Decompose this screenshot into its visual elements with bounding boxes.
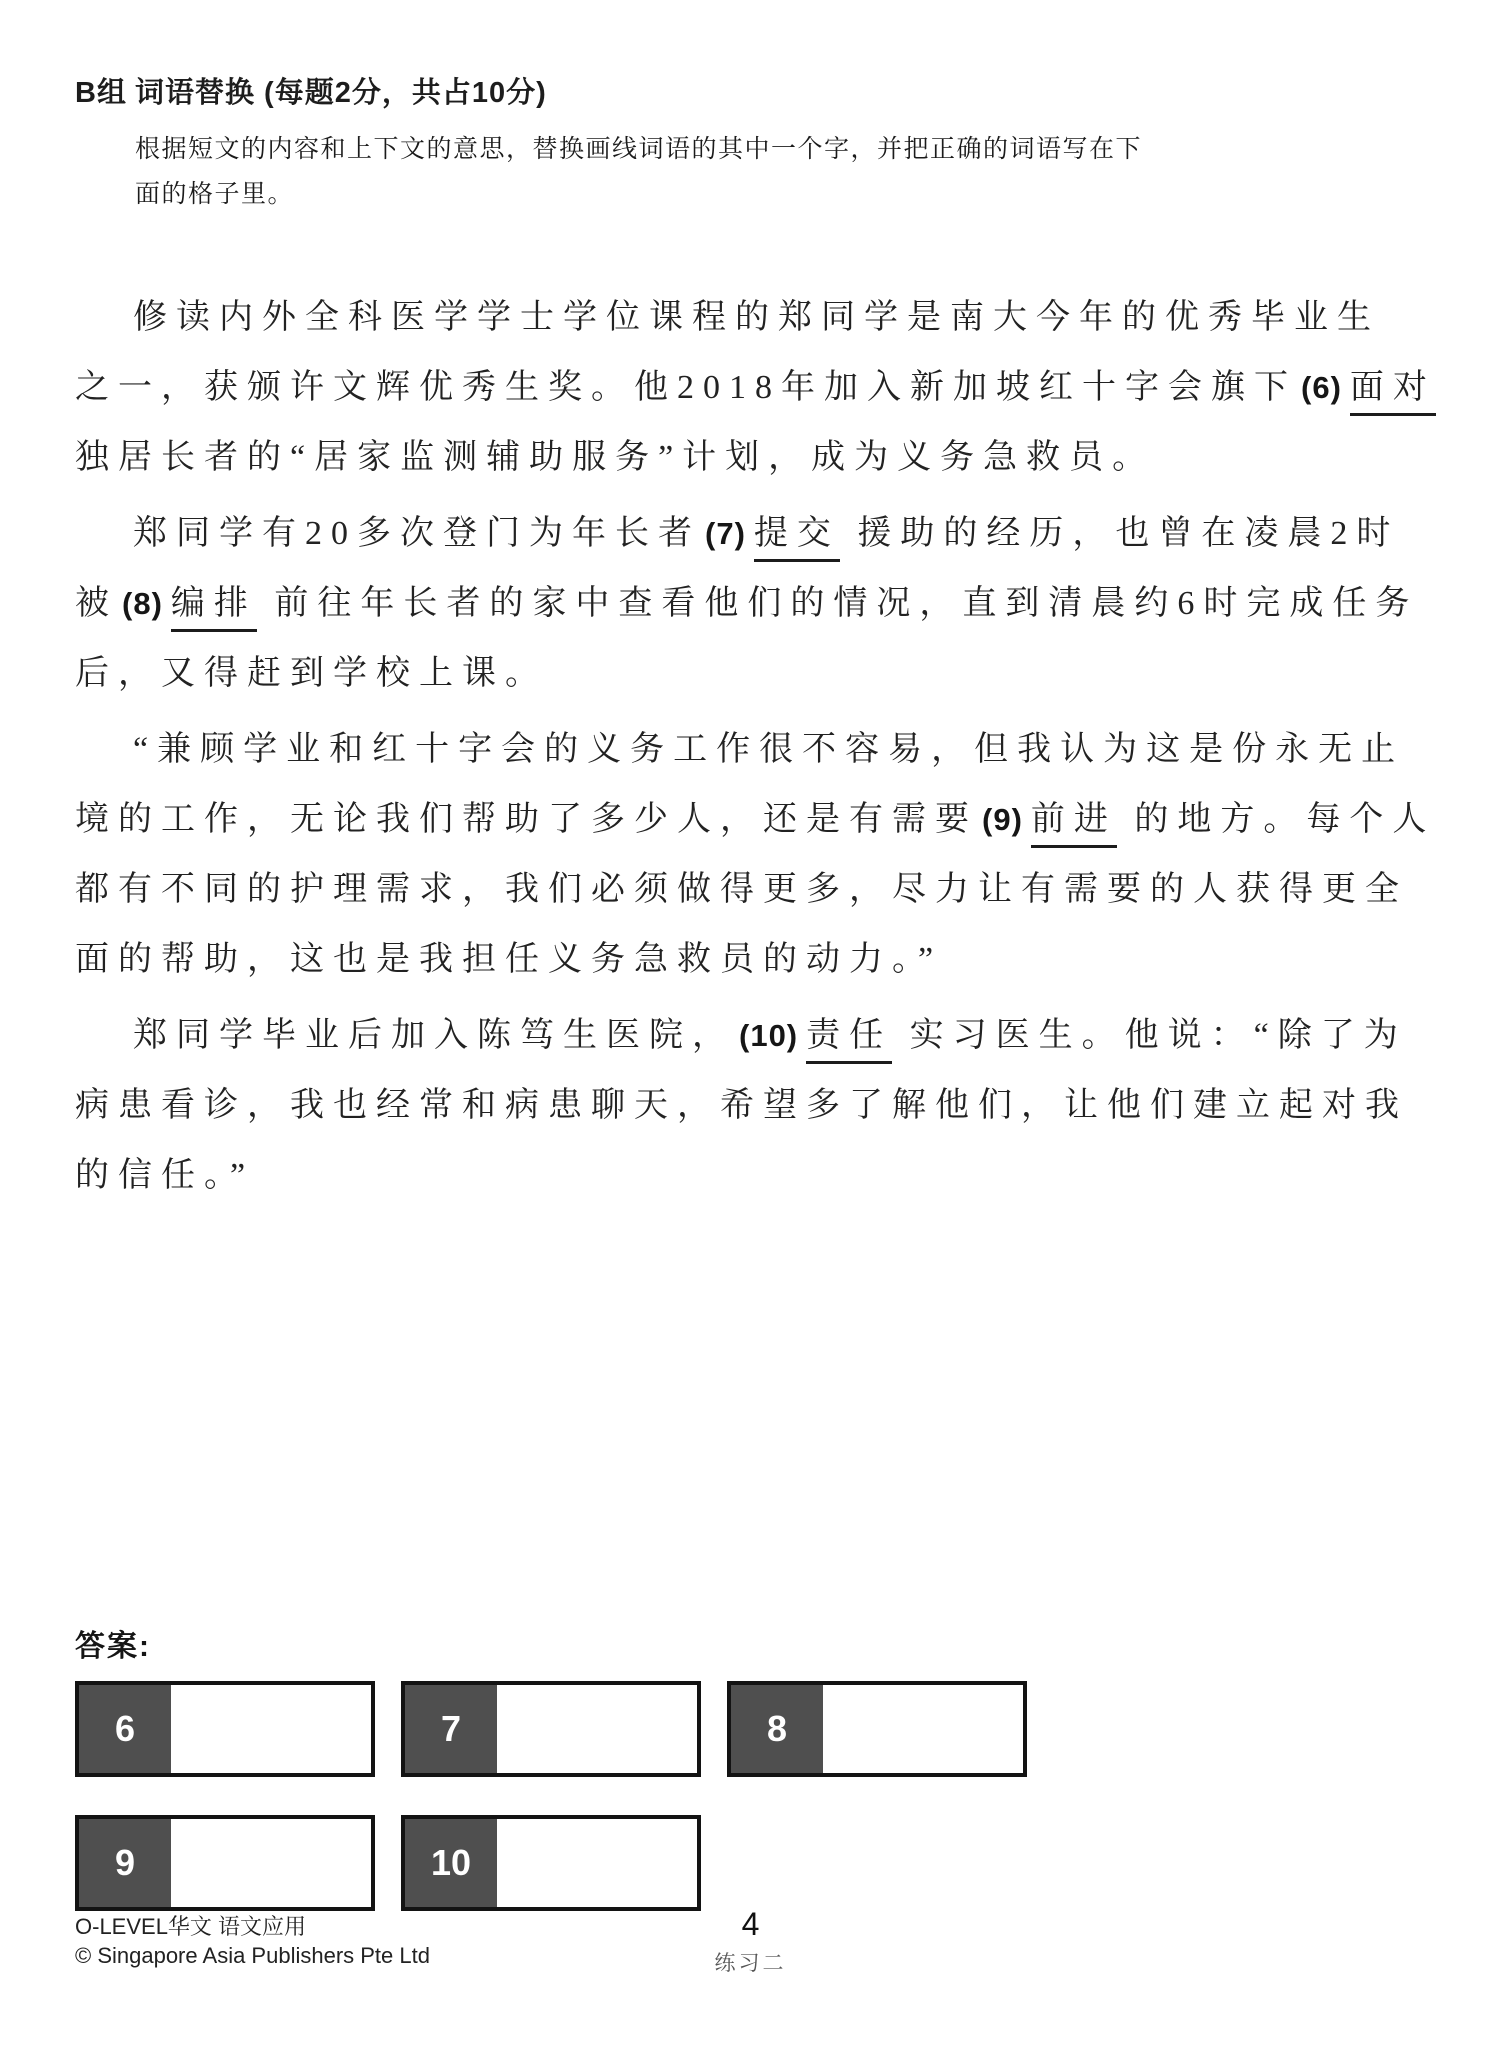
answer-number: 9 xyxy=(79,1819,171,1907)
answer-number: 10 xyxy=(405,1819,497,1907)
answers-section xyxy=(75,1621,1435,1911)
answer-number: 7 xyxy=(405,1685,497,1773)
section-title: 词语替换 (每题2分，共占10分) xyxy=(135,77,547,109)
passage-line xyxy=(75,1071,1435,1141)
answer-box-7 xyxy=(401,1681,701,1777)
passage-text: 都有不同的护理需求，我们必须做得更多，尽力让有需要的人获得更全 xyxy=(75,871,1408,908)
answer-box-9 xyxy=(75,1815,375,1911)
passage-text: 援助的经历，也曾在凌晨2时 xyxy=(839,515,1400,552)
passage-text: 独居长者的“居家监测辅助服务”计划，成为义务急救员。 xyxy=(75,439,1156,476)
instructions xyxy=(135,127,1435,217)
passage-text: “兼顾学业和红十字会的义务工作很不容易，但我认为这是份永无止 xyxy=(133,731,1405,768)
answer-box-6 xyxy=(75,1681,375,1777)
section-label: B组 xyxy=(75,77,127,109)
question-number: (10) xyxy=(739,1018,799,1053)
answer-input-7[interactable] xyxy=(497,1685,697,1773)
answer-box-10 xyxy=(401,1815,701,1911)
instructions-line-2: 面的格子里。 xyxy=(135,180,295,208)
passage-text: 的信任。” xyxy=(75,1157,255,1194)
passage-line xyxy=(75,423,1435,493)
passage-text: 被 xyxy=(75,585,118,622)
passage-line xyxy=(75,639,1435,709)
passage-text: 后，又得赶到学校上课。 xyxy=(75,655,548,692)
answer-input-6[interactable] xyxy=(171,1685,371,1773)
passage-text: 的地方。每个人 xyxy=(1116,801,1436,838)
passage-text: 病患看诊，我也经常和病患聊天，希望多了解他们，让他们建立起对我 xyxy=(75,1087,1408,1124)
passage-line xyxy=(75,1141,1435,1211)
footer-center xyxy=(0,1906,1501,1977)
page-number: 4 xyxy=(741,1906,760,1942)
answer-input-8[interactable] xyxy=(823,1685,1023,1773)
answer-row xyxy=(75,1681,1435,1777)
passage xyxy=(75,283,1435,1211)
passage-text: 实习医生。他说：“除了为 xyxy=(892,1017,1407,1054)
passage-text: 之一，获颁许文辉优秀生奖。他2018年加入新加坡红十字会旗下 xyxy=(75,369,1297,406)
answer-number: 8 xyxy=(731,1685,823,1773)
answer-box-8 xyxy=(727,1681,1027,1777)
question-number: (6) xyxy=(1301,370,1342,405)
copyright-line: © Singapore Asia Publishers Pte Ltd xyxy=(75,1943,430,1968)
passage-line xyxy=(75,499,1435,569)
answers-label: 答案: xyxy=(75,1630,151,1663)
passage-text: 境的工作，无论我们帮助了多少人，还是有需要 xyxy=(75,801,978,838)
underlined-word: 面对 xyxy=(1350,369,1436,416)
passage-line xyxy=(75,785,1435,855)
passage-line xyxy=(75,715,1435,785)
passage-line xyxy=(75,283,1435,353)
passage-text: 修读内外全科医学学士学位课程的郑同学是南大今年的优秀毕业生 xyxy=(133,299,1380,336)
passage-line xyxy=(75,925,1435,995)
passage-text: 面的帮助，这也是我担任义务急救员的动力。” xyxy=(75,941,943,978)
answer-grid xyxy=(75,1681,1435,1911)
question-number: (8) xyxy=(122,586,163,621)
instructions-line-1: 根据短文的内容和上下文的意思，替换画线词语的其中一个字，并把正确的词语写在下 xyxy=(135,135,1143,163)
passage-text: 前往年长者的家中查看他们的情况，直到清晨约6时完成任务 xyxy=(256,585,1419,622)
exercise-label: 练习二 xyxy=(714,1951,787,1975)
question-number: (9) xyxy=(982,802,1023,837)
underlined-word: 编排 xyxy=(171,585,257,632)
question-number: (7) xyxy=(705,516,746,551)
underlined-word: 前进 xyxy=(1031,801,1117,848)
answer-number: 6 xyxy=(79,1685,171,1773)
underlined-word: 提交 xyxy=(754,515,840,562)
section-heading xyxy=(75,70,1435,111)
series-title: O-LEVEL华文 语文应用 xyxy=(75,1914,307,1939)
passage-line xyxy=(75,855,1435,925)
passage-text: 郑同学有20多次登门为年长者 xyxy=(133,515,701,552)
answer-row xyxy=(75,1815,1435,1911)
answer-input-9[interactable] xyxy=(171,1819,371,1907)
answer-input-10[interactable] xyxy=(497,1819,697,1907)
underlined-word: 责任 xyxy=(806,1017,892,1064)
passage-line xyxy=(75,569,1435,639)
passage-text: 郑同学毕业后加入陈笃生医院， xyxy=(133,1017,735,1054)
passage-line xyxy=(75,353,1435,423)
passage-line xyxy=(75,1001,1435,1071)
